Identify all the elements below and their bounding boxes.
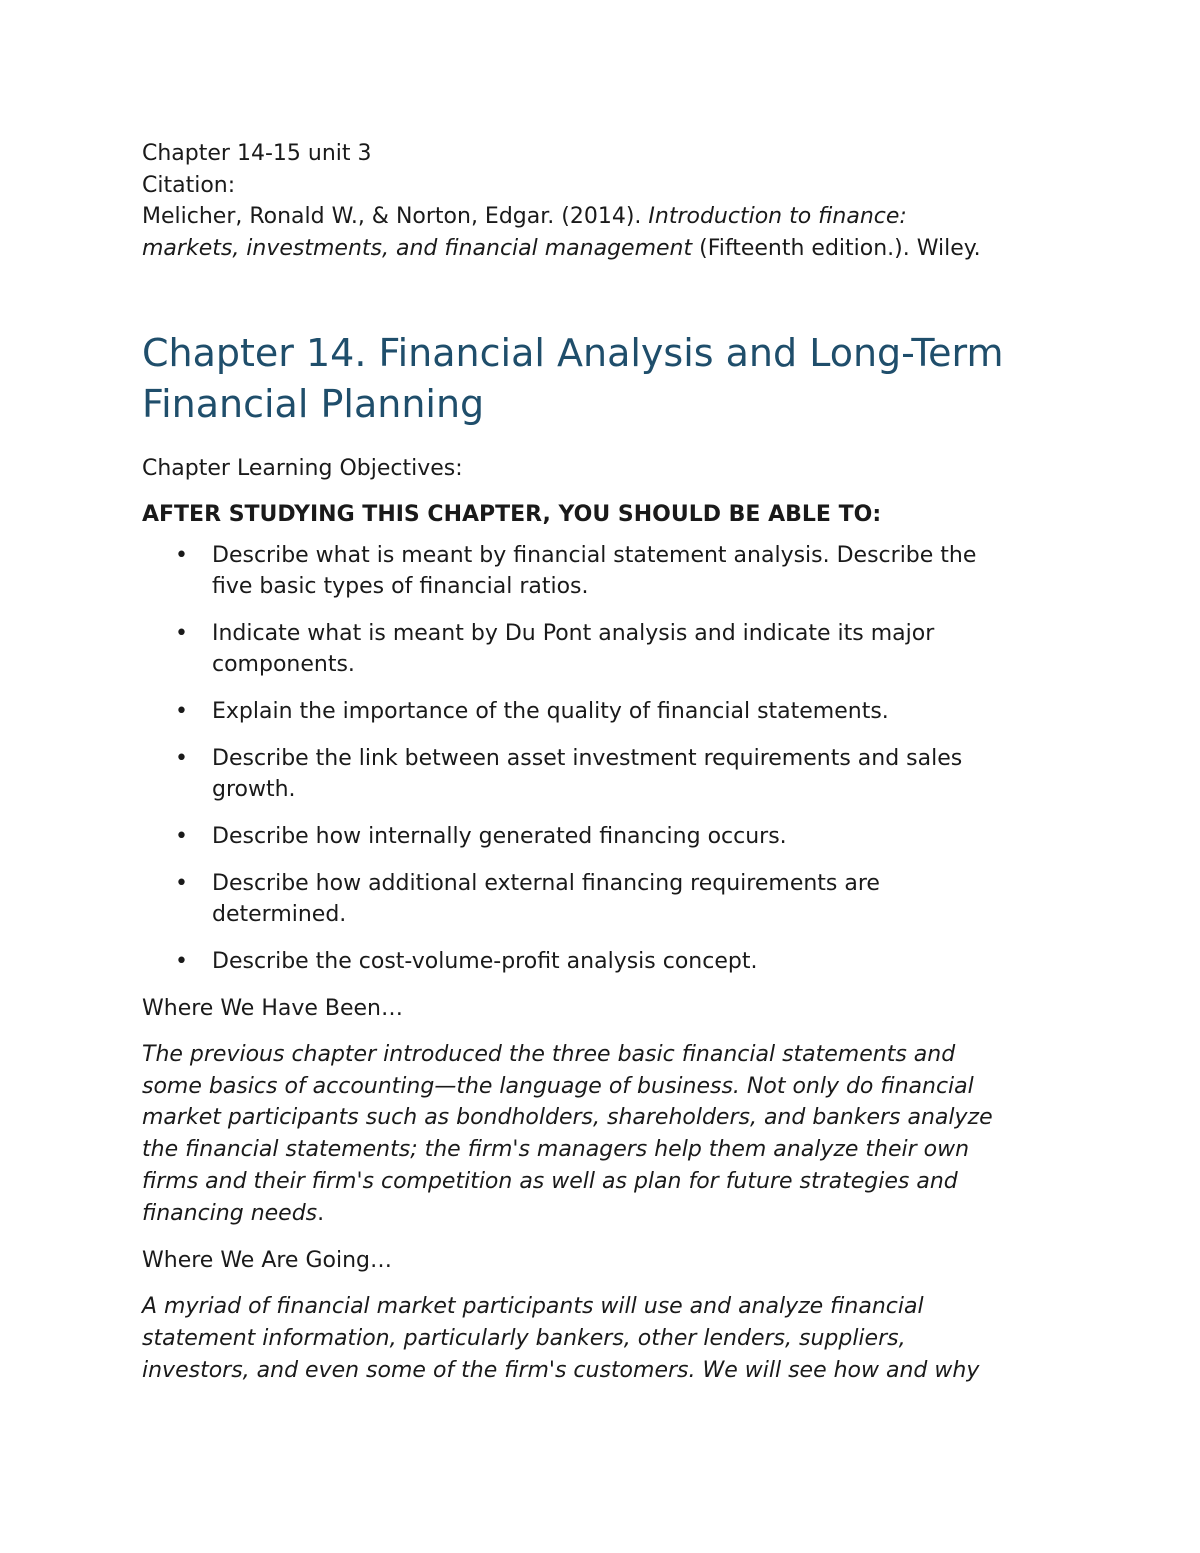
bullet-icon: • [175, 621, 188, 646]
objective-item: • Describe the link between asset investment requirements and sales growth. [142, 743, 1072, 805]
where-we-have-been-label: Where We Have Been… [142, 996, 403, 1021]
where-we-are-going-label: Where We Are Going… [142, 1248, 392, 1274]
objective-item: • Describe the cost-volume-profit analysis concept. [142, 946, 1072, 977]
objective-item: • Describe how internally generated financing occurs. [142, 821, 1072, 852]
citation-line-1 [142, 201, 1072, 233]
bullet-icon: • [175, 871, 188, 896]
objective-item: • Describe how additional external financing requirements are determined. [142, 868, 1072, 930]
document-page [142, 138, 1072, 1402]
document-header [142, 138, 1072, 264]
objective-item: • Indicate what is meant by Du Pont analysis and indicate its major components. [142, 618, 1072, 680]
chapter-title-line-2: Financial Planning [142, 382, 485, 426]
bullet-icon: • [175, 746, 188, 771]
citation-label: Citation: [142, 172, 236, 198]
citation-line-2 [142, 233, 1072, 265]
objectives-list [142, 540, 1072, 977]
bullet-icon: • [175, 699, 188, 724]
objectives-label: Chapter Learning Objectives: [142, 456, 463, 481]
bullet-icon: • [175, 949, 188, 974]
where-we-are-going-paragraph: A myriad of financial market participants will use and analyze financial statement information, particularly bankers, other lenders, suppliers, investors, and even some of the firm's customers. We will see how and why [142, 1294, 980, 1383]
citation-title-part-1: Introduction to finance: [648, 204, 907, 229]
bullet-icon: • [175, 824, 188, 849]
citation-tail: (Fifteenth edition.). Wiley. [692, 235, 981, 261]
course-unit-line: Chapter 14-15 unit 3 [142, 141, 372, 166]
chapter-title [142, 328, 1072, 430]
where-we-have-been-paragraph: The previous chapter introduced the three basic financial statements and some basics of accounting—the language of business. Not only do financial market participants such as bondholders, shareholders, and bankers analyze the financial statements; the firm's managers help them analyze their own firms and their firm's competition as well as plan for future strategies and financing needs. [142, 1042, 993, 1226]
objective-item: • Describe what is meant by financial statement analysis. Describe the five basic types of financial ratios. [142, 540, 1072, 602]
objective-item: • Explain the importance of the quality of financial statements. [142, 696, 1072, 727]
objectives-heading: AFTER STUDYING THIS CHAPTER, YOU SHOULD BE ABLE TO: [142, 502, 882, 527]
citation-title-part-2: markets, investments, and financial management [142, 235, 693, 261]
bullet-icon: • [175, 543, 188, 568]
citation-authors: Melicher, Ronald W., & Norton, Edgar. (2014). [142, 204, 649, 229]
chapter-title-line-1: Chapter 14. Financial Analysis and Long-Term [142, 331, 1004, 375]
